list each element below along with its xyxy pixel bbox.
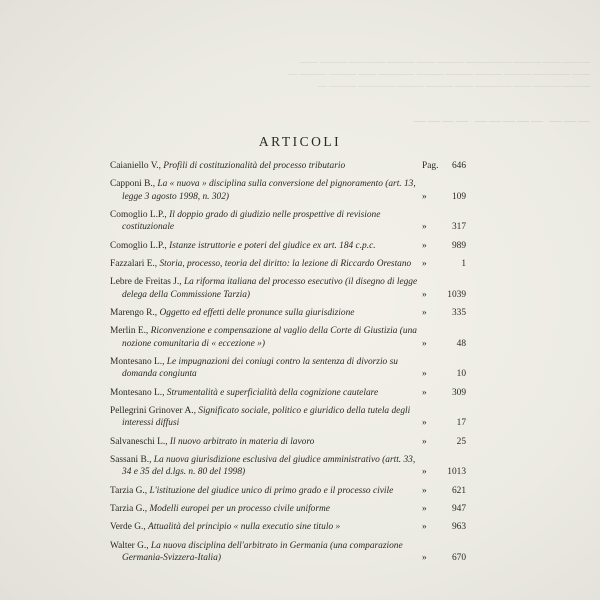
page-marker: »	[422, 552, 427, 563]
article-citation	[110, 178, 418, 202]
page-marker: »	[422, 418, 427, 429]
page-number: 335	[451, 307, 466, 318]
article-author: Walter G.,	[110, 540, 149, 551]
article-title: Profili di costituzionalità del processo tributario	[163, 161, 346, 171]
page-reference	[418, 191, 466, 203]
article-citation	[110, 540, 418, 564]
page-reference	[418, 552, 466, 564]
article-entry	[110, 405, 466, 429]
article-entry	[110, 521, 466, 533]
page-number: 963	[451, 522, 466, 533]
page-reference	[418, 160, 466, 172]
article-citation	[110, 485, 418, 497]
page-marker: »	[422, 222, 427, 233]
article-title: Il doppio grado di giudizio nelle prospettive di revisione costituzionale	[122, 209, 381, 233]
article-citation	[110, 276, 418, 300]
article-title: Significato sociale, politico e giuridico della tutela degli interessi diffusi	[122, 405, 411, 429]
page-marker: »	[422, 436, 427, 447]
article-citation	[110, 258, 418, 270]
article-entry	[110, 540, 466, 564]
article-citation	[110, 503, 418, 515]
article-author: Tarzia G.,	[110, 485, 148, 496]
page-reference	[418, 417, 466, 429]
page-reference	[418, 521, 466, 533]
page-number: 109	[451, 191, 466, 202]
page-reference	[418, 221, 466, 233]
article-author: Capponi B.,	[110, 179, 156, 190]
article-entry	[110, 387, 466, 399]
page-reference	[418, 503, 466, 515]
page-marker: »	[422, 338, 427, 349]
page-marker: »	[422, 258, 427, 269]
article-entry	[110, 307, 466, 319]
page-reference	[418, 289, 466, 301]
article-entry	[110, 258, 466, 270]
show-through-text: ——— —— ——— ————— ——— —— ——— ———— ——— —— —— ———— ——— ——— ——— ——— ———— —— ——— ——— — ——— ——— —— ———— —— ——— ——— ———— ——— — ——— ————— ————	[288, 57, 590, 126]
article-entry	[110, 454, 466, 478]
article-title: Istanze istruttorie e poteri del giudice ex art. 184 c.p.c.	[169, 240, 376, 251]
article-citation	[110, 356, 418, 380]
article-title: Attualità del principio « nulla executio sine titulo »	[148, 522, 341, 533]
page-number: 947	[451, 503, 466, 514]
page-number: 48	[456, 338, 466, 349]
article-entry	[110, 160, 466, 172]
article-title: La riforma italiana del processo esecutivo (il disegno di legge delega della Commissione Tarzia)	[122, 277, 418, 300]
article-author: Tarzia G.,	[110, 503, 148, 514]
article-title: La « nuova » disciplina sulla conversione del pignoramento (art. 13, legge 3 agosto 1998, n. 302)	[122, 179, 416, 202]
article-title: La nuova giurisdizione esclusiva del giudice amministrativo (artt. 33, 34 e 35 del d.lgs. n. 80 del 1998)	[122, 454, 416, 478]
article-title: Storia, processo, teoria del diritto: la lezione di Riccardo Orestano	[159, 258, 412, 269]
page-number: 670	[451, 552, 466, 563]
page-marker: »	[422, 387, 427, 398]
article-citation	[110, 209, 418, 233]
article-citation	[110, 387, 418, 399]
article-author: Comoglio L.P.,	[110, 209, 167, 220]
article-title: L'istituzione del giudice unico di primo grado e il processo civile	[149, 485, 394, 496]
article-title: Oggetto ed effetti delle pronunce sulla giurisdizione	[159, 307, 355, 318]
page-marker: Pag.	[422, 161, 439, 171]
page-marker: »	[422, 369, 427, 380]
article-author: Lebre de Freitas J.,	[110, 277, 182, 288]
page-number: 17	[456, 418, 466, 429]
article-title: Riconvenzione e compensazione al vaglio della Corte di Giustizia (una nozione comunitaria di « eccezione »)	[122, 326, 417, 349]
article-citation	[110, 436, 418, 448]
page-number: 25	[456, 436, 466, 447]
article-author: Montesano L.,	[110, 387, 165, 398]
article-author: Salvaneschi L.,	[110, 436, 168, 447]
page-number: 646	[451, 161, 466, 171]
article-citation	[110, 325, 418, 349]
page-number: 317	[451, 222, 466, 233]
article-entry	[110, 485, 466, 497]
page-reference	[418, 466, 466, 478]
page-number: 1039	[447, 289, 466, 300]
page-number: 1	[461, 258, 466, 269]
article-citation	[110, 240, 418, 252]
article-author: Fazzalari E.,	[110, 258, 158, 269]
page-marker: »	[422, 467, 427, 478]
article-author: Caianiello V.,	[110, 161, 161, 171]
page-marker: »	[422, 191, 427, 202]
article-citation	[110, 307, 418, 319]
article-entry	[110, 436, 466, 448]
article-entry	[110, 209, 466, 233]
article-author: Merlin E.,	[110, 326, 149, 337]
article-title: La nuova disciplina dell'arbitrato in Germania (una comparazione Germania-Svizzera-Italia)	[122, 540, 403, 563]
article-entry	[110, 178, 466, 202]
article-citation	[110, 405, 418, 429]
page-number: 10	[456, 369, 466, 380]
article-entry	[110, 503, 466, 515]
page-number: 621	[451, 485, 466, 496]
article-entry	[110, 325, 466, 349]
page-reference	[418, 485, 466, 497]
article-title: Strumentalità e superficialità della cognizione cautelare	[166, 387, 379, 398]
page-number: 1013	[447, 467, 466, 478]
page-marker: »	[422, 522, 427, 533]
page-reference	[418, 387, 466, 399]
article-entry	[110, 276, 466, 300]
article-citation	[110, 521, 418, 533]
page-reference	[418, 436, 466, 448]
page-reference	[418, 338, 466, 350]
page-number: 309	[451, 387, 466, 398]
article-title: Il nuovo arbitrato in materia di lavoro	[169, 436, 315, 447]
page-number: 989	[451, 240, 466, 251]
section-heading: ARTICOLI	[258, 134, 342, 149]
articles-list	[110, 160, 466, 570]
page-reference	[418, 258, 466, 270]
article-author: Marengo R.,	[110, 307, 158, 318]
article-author: Verde G.,	[110, 522, 146, 533]
article-author: Montesano L.,	[110, 356, 165, 367]
article-entry	[110, 356, 466, 380]
article-author: Sassani B.,	[110, 454, 152, 465]
article-citation	[110, 160, 418, 172]
article-title: Modelli europei per un processo civile uniforme	[149, 503, 330, 514]
page-reference	[418, 307, 466, 319]
article-author: Comoglio L.P.,	[110, 240, 167, 251]
page-reference	[418, 240, 466, 252]
article-entry	[110, 240, 466, 252]
article-title: Le impugnazioni dei coniugi contro la sentenza di divorzio su domanda congiunta	[122, 356, 398, 380]
page-marker: »	[422, 289, 427, 300]
page-marker: »	[422, 240, 427, 251]
article-citation	[110, 454, 418, 478]
article-author: Pellegrini Grinover A.,	[110, 405, 196, 416]
page-marker: »	[422, 307, 427, 318]
page-marker: »	[422, 485, 427, 496]
page-reference	[418, 368, 466, 380]
page-marker: »	[422, 503, 427, 514]
